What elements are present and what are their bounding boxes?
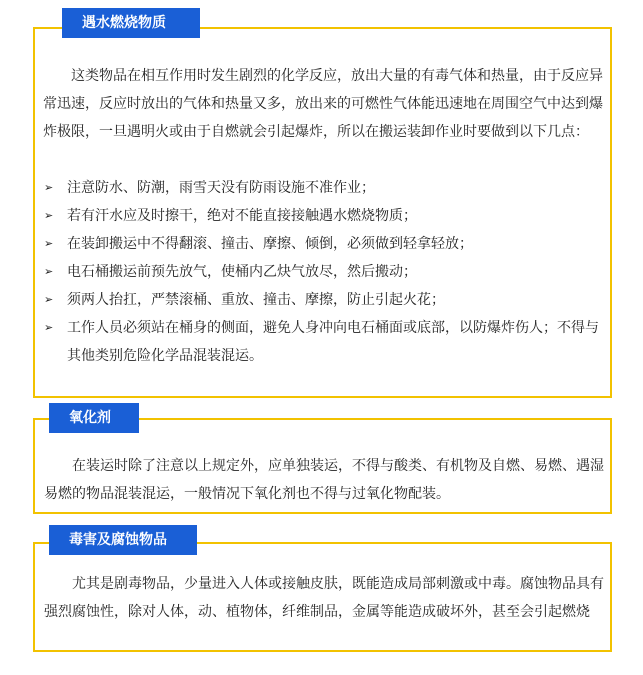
list-item-text: 须两人抬扛，严禁滚桶、重放、撞击、摩擦，防止引起火花；: [67, 292, 445, 308]
section-title-oxidizer: 氧化剂: [49, 403, 139, 433]
section-title-water-reactive: 遇水燃烧物质: [62, 8, 200, 38]
list-item-text: 若有汗水应及时擦干，绝对不能直接接触遇水燃烧物质；: [67, 208, 417, 224]
arrow-bullet-icon: ➢: [44, 265, 54, 278]
arrow-bullet-icon: ➢: [44, 237, 54, 250]
list-item-text: 电石桶搬运前预先放气，使桶内乙炔气放尽，然后搬动；: [67, 264, 417, 280]
list-item: [43, 314, 603, 370]
list-item: [43, 174, 603, 202]
list-item: [43, 230, 603, 258]
list-item-text: 在装卸搬运中不得翻滚、撞击、摩擦、倾倒，必须做到轻拿轻放；: [67, 236, 473, 252]
list-item: [43, 258, 603, 286]
section-paragraph: 这类物品在相互作用时发生剧烈的化学反应，放出大量的有毒气体和热量，由于反应异常迅速，反应时放出的气体和热量又多，放出来的可燃性气体能迅速地在周围空气中达到爆炸极限，一旦遇明火或由于自燃就会引起爆炸，所以在搬运装卸作业时要做到以下几点：: [43, 68, 603, 140]
list-item: [43, 286, 603, 314]
arrow-bullet-icon: ➢: [44, 293, 54, 306]
section-toxic-corrosive: [33, 542, 612, 652]
arrow-bullet-icon: ➢: [44, 181, 54, 194]
list-item: [43, 202, 603, 230]
arrow-bullet-icon: ➢: [44, 321, 54, 334]
list-item-text: 工作人员必须站在桶身的侧面，避免人身冲向电石桶面或底部，以防爆炸伤人；不得与其他类别危险化学品混装混运。: [67, 320, 599, 364]
arrow-bullet-icon: ➢: [44, 209, 54, 222]
precaution-list: [43, 174, 603, 370]
section-paragraph: 在装运时除了注意以上规定外，应单独装运，不得与酸类、有机物及自燃、易燃、遇湿易燃的物品混装混运，一般情况下氧化剂也不得与过氧化物配装。: [44, 458, 604, 502]
section-title-toxic-corrosive: 毒害及腐蚀物品: [49, 525, 197, 555]
section-paragraph: 尤其是剧毒物品，少量进入人体或接触皮肤，既能造成局部刺激或中毒。腐蚀物品具有强烈腐蚀性，除对人体，动、植物体，纤维制品，金属等能造成破坏外，甚至会引起燃烧: [44, 576, 604, 620]
section-water-reactive: [33, 27, 612, 398]
list-item-text: 注意防水、防潮，雨雪天没有防雨设施不准作业；: [67, 180, 375, 196]
